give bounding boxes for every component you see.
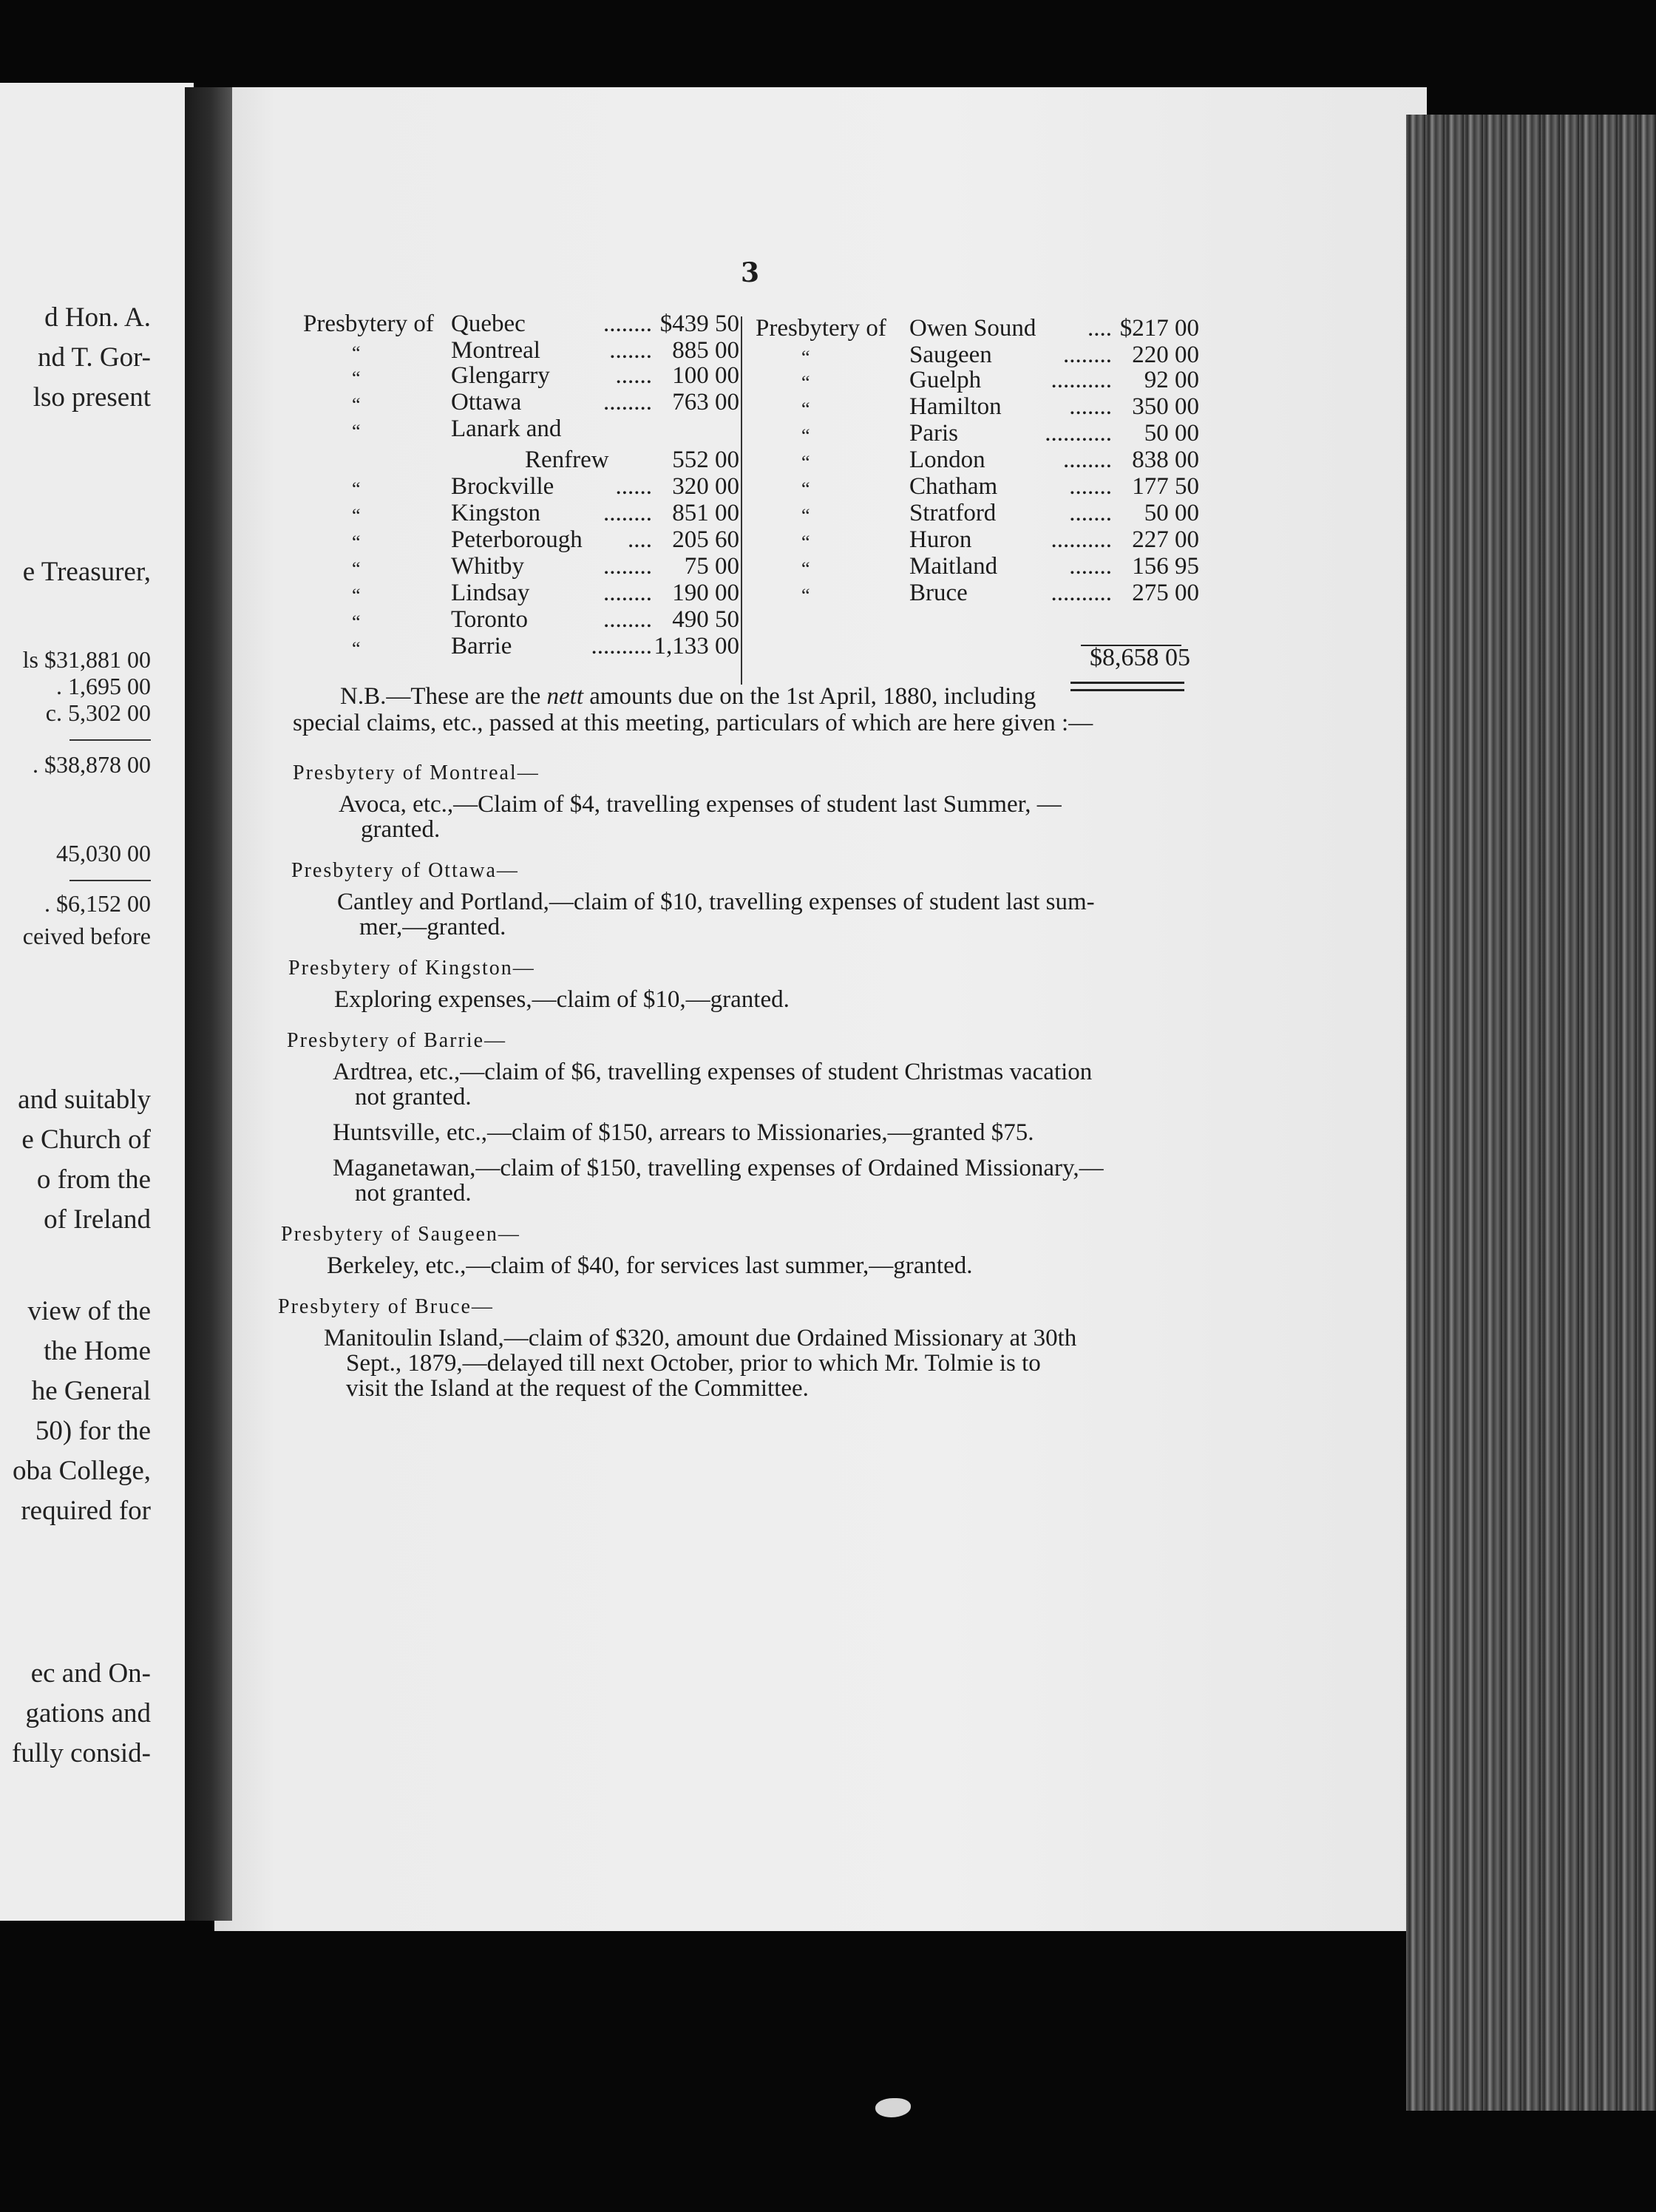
leader-dots: ...... xyxy=(615,473,652,500)
claim-item-continuation: mer,—granted. xyxy=(359,914,506,940)
leader-dots: .......... xyxy=(1051,526,1112,553)
presbytery-name: Kingston xyxy=(451,500,541,526)
amount: 350 00 xyxy=(1132,393,1199,420)
amount: 885 00 xyxy=(672,337,739,364)
presbytery-prefix: Presbytery of xyxy=(303,311,434,337)
presbytery-name: Bruce xyxy=(909,580,968,606)
amount: 50 00 xyxy=(1144,500,1199,526)
presbytery-name: London xyxy=(909,447,985,473)
leader-dots: ....... xyxy=(609,337,652,364)
table-row xyxy=(756,420,1199,449)
presbytery-name: Quebec xyxy=(451,311,526,337)
amount: $439 50 xyxy=(659,311,739,337)
ditto-mark: “ xyxy=(352,394,361,415)
page-number: 3 xyxy=(741,257,760,288)
presbytery-name: Montreal xyxy=(451,337,540,364)
ditto-mark: “ xyxy=(352,558,361,580)
leader-dots: .......... xyxy=(1051,367,1112,393)
claim-item: Manitoulin Island,—claim of $320, amount due Ordained Missionary at 30th xyxy=(324,1325,1077,1351)
leader-dots: ........ xyxy=(603,553,652,580)
table-row xyxy=(756,447,1199,476)
table-row xyxy=(303,447,739,476)
ditto-mark: “ xyxy=(801,372,810,393)
leader-dots: ...... xyxy=(615,362,652,389)
ditto-mark: “ xyxy=(352,342,361,364)
leader-dots: .... xyxy=(628,526,652,553)
presbytery-name: Owen Sound xyxy=(909,315,1036,342)
amount: 275 00 xyxy=(1132,580,1199,606)
ditto-mark: “ xyxy=(352,478,361,500)
table-row xyxy=(756,315,1199,345)
left-text-line: of Ireland xyxy=(44,1204,151,1235)
claim-item: Ardtrea, etc.,—claim of $6, travelling expenses of student Christmas vacation xyxy=(333,1059,1093,1085)
amount: 552 00 xyxy=(672,447,739,473)
ditto-mark: “ xyxy=(801,505,810,526)
table-row xyxy=(756,473,1199,503)
claim-item-continuation: Sept., 1879,—delayed till next October, prior to which Mr. Tolmie is to xyxy=(346,1350,1041,1377)
note-text: N.B.—These are the xyxy=(340,683,547,710)
leader-dots: ........ xyxy=(1063,447,1112,473)
leader-dots: ........ xyxy=(603,389,652,415)
left-text-line: 50) for the xyxy=(35,1416,151,1446)
presbytery-name: Guelph xyxy=(909,367,982,393)
note-line-2: special claims, etc., passed at this meeting, particulars of which are here given :— xyxy=(293,710,1093,736)
presbytery-name: Lindsay xyxy=(451,580,530,606)
leader-dots: ........... xyxy=(1045,420,1112,447)
left-text-line: d Hon. A. xyxy=(44,302,151,333)
amount: 92 00 xyxy=(1144,367,1199,393)
note-text: amounts due on the 1st April, 1880, including xyxy=(583,683,1036,710)
table-row xyxy=(303,362,739,392)
ditto-mark: “ xyxy=(801,425,810,447)
left-text-line: oba College, xyxy=(12,1456,151,1486)
left-text-line: ceived before xyxy=(22,923,151,949)
left-text-line: ec and On- xyxy=(30,1658,151,1689)
ditto-mark: “ xyxy=(801,478,810,500)
leader-dots: ....... xyxy=(1069,393,1112,420)
presbytery-name: Hamilton xyxy=(909,393,1002,420)
amount: 227 00 xyxy=(1132,526,1199,553)
ditto-mark: “ xyxy=(352,532,361,553)
leader-dots: .... xyxy=(1087,315,1112,342)
presbytery-name: Paris xyxy=(909,420,958,447)
claim-item: Berkeley, etc.,—claim of $40, for services last summer,—granted. xyxy=(327,1252,973,1279)
claim-item: Avoca, etc.,—Claim of $4, travelling expenses of student last Summer, — xyxy=(339,791,1062,818)
left-text-line: c. 5,302 00 xyxy=(45,699,151,726)
ditto-mark: “ xyxy=(801,347,810,368)
left-text-line: e Treasurer, xyxy=(22,557,151,587)
amount: 156 95 xyxy=(1132,553,1199,580)
leader-dots: .......... xyxy=(1051,580,1112,606)
claim-item-continuation: visit the Island at the request of the Committee. xyxy=(346,1375,809,1402)
ditto-mark: “ xyxy=(801,585,810,606)
left-rule xyxy=(69,739,151,741)
table-row xyxy=(756,500,1199,529)
amount: 75 00 xyxy=(684,553,739,580)
left-page xyxy=(0,83,194,1921)
claim-item-continuation: granted. xyxy=(361,816,441,843)
ditto-mark: “ xyxy=(352,611,361,633)
claim-heading: Presbytery of Bruce— xyxy=(278,1295,494,1318)
presbytery-name: Brockville xyxy=(451,473,554,500)
table-row xyxy=(303,633,739,662)
table-row xyxy=(756,526,1199,556)
leader-dots: ........ xyxy=(603,580,652,606)
left-text-line: the Home xyxy=(44,1336,151,1366)
bottom-mark xyxy=(875,2098,911,2117)
amount: 763 00 xyxy=(672,389,739,415)
presbytery-name: Chatham xyxy=(909,473,998,500)
presbytery-name: Whitby xyxy=(451,553,524,580)
amount: 50 00 xyxy=(1144,420,1199,447)
claim-item: Maganetawan,—claim of $150, travelling expenses of Ordained Missionary,— xyxy=(333,1155,1104,1181)
total-double-rule xyxy=(1070,682,1184,684)
left-text-line: gations and xyxy=(25,1698,151,1728)
leader-dots: ....... xyxy=(1069,500,1112,526)
ditto-mark: “ xyxy=(352,421,361,442)
amount: 205 60 xyxy=(672,526,739,553)
left-text-line: he General xyxy=(31,1376,151,1406)
leader-dots: ........ xyxy=(1063,342,1112,368)
leader-dots: ....... xyxy=(1069,473,1112,500)
left-text-line: . $6,152 00 xyxy=(44,890,151,917)
claim-item-continuation: not granted. xyxy=(355,1084,472,1110)
table-row xyxy=(756,580,1199,609)
left-text-line: o from the xyxy=(36,1164,151,1195)
book-gutter xyxy=(185,87,232,1921)
left-text-line: 45,030 00 xyxy=(56,840,151,866)
presbytery-name: Peterborough xyxy=(451,526,583,553)
amount: 220 00 xyxy=(1132,342,1199,368)
left-text-line: and suitably xyxy=(18,1085,151,1115)
table-row xyxy=(303,311,739,340)
presbytery-name: Barrie xyxy=(451,633,512,659)
table-row xyxy=(303,580,739,609)
claim-heading: Presbytery of Montreal— xyxy=(293,761,540,784)
claim-heading: Presbytery of Barrie— xyxy=(287,1029,507,1052)
note-emphasis: nett xyxy=(546,683,583,710)
ditto-mark: “ xyxy=(352,585,361,606)
amount: 177 50 xyxy=(1132,473,1199,500)
leader-dots: .......... xyxy=(591,633,652,659)
left-text-line: required for xyxy=(21,1496,151,1526)
table-row xyxy=(303,473,739,503)
presbytery-name: Lanark and xyxy=(451,415,562,442)
amount: 100 00 xyxy=(672,362,739,389)
leader-dots: ....... xyxy=(1069,553,1112,580)
leader-dots: ........ xyxy=(603,500,652,526)
table-row xyxy=(756,393,1199,423)
left-text-line: lso present xyxy=(33,382,151,413)
table-row xyxy=(303,526,739,556)
leader-dots: ........ xyxy=(603,606,652,633)
table-column-divider xyxy=(741,316,742,685)
table-row xyxy=(756,553,1199,583)
left-text-line: . $38,878 00 xyxy=(33,751,151,778)
claim-item: Huntsville, etc.,—claim of $150, arrears to Missionaries,—granted $75. xyxy=(333,1119,1034,1146)
amount: $217 00 xyxy=(1119,315,1199,342)
presbytery-name: Renfrew xyxy=(525,447,609,473)
amount: 1,133 00 xyxy=(654,633,739,659)
amount: 838 00 xyxy=(1132,447,1199,473)
table-row xyxy=(756,367,1199,396)
ditto-mark: “ xyxy=(801,452,810,473)
presbytery-name: Saugeen xyxy=(909,342,992,368)
left-text-line: fully consid- xyxy=(11,1738,151,1768)
presbytery-name: Toronto xyxy=(451,606,529,633)
claim-item-continuation: not granted. xyxy=(355,1180,472,1207)
table-row xyxy=(303,553,739,583)
left-rule xyxy=(69,880,151,881)
ditto-mark: “ xyxy=(801,558,810,580)
amount: 320 00 xyxy=(672,473,739,500)
ditto-mark: “ xyxy=(352,367,361,389)
ditto-mark: “ xyxy=(352,505,361,526)
presbytery-name: Maitland xyxy=(909,553,998,580)
table-row xyxy=(303,500,739,529)
ditto-mark: “ xyxy=(801,398,810,420)
left-text-line: . 1,695 00 xyxy=(56,673,151,699)
left-text-line: ls $31,881 00 xyxy=(22,646,151,673)
amount: 490 50 xyxy=(672,606,739,633)
note-line-1 xyxy=(340,683,1036,710)
claim-heading: Presbytery of Ottawa— xyxy=(291,859,519,882)
grand-total: $8,658 05 xyxy=(1090,644,1190,671)
ditto-mark: “ xyxy=(352,638,361,659)
presbytery-prefix: Presbytery of xyxy=(756,315,886,342)
presbytery-name: Glengarry xyxy=(451,362,550,389)
amount: 190 00 xyxy=(672,580,739,606)
table-row xyxy=(303,389,739,418)
table-row xyxy=(303,606,739,636)
amount: 851 00 xyxy=(672,500,739,526)
claim-heading: Presbytery of Kingston— xyxy=(288,957,535,980)
presbytery-name: Stratford xyxy=(909,500,997,526)
ditto-mark: “ xyxy=(801,532,810,553)
presbytery-name: Huron xyxy=(909,526,972,553)
book-page-edges xyxy=(1406,115,1656,2111)
total-double-rule xyxy=(1070,689,1184,691)
left-text-line: e Church of xyxy=(21,1124,151,1155)
claim-item: Cantley and Portland,—claim of $10, travelling expenses of student last sum- xyxy=(337,889,1095,915)
left-text-line: view of the xyxy=(27,1296,151,1326)
presbytery-name: Ottawa xyxy=(451,389,522,415)
leader-dots: ........ xyxy=(603,311,652,337)
left-text-line: nd T. Gor- xyxy=(37,342,151,373)
claim-heading: Presbytery of Saugeen— xyxy=(281,1223,520,1246)
claim-item: Exploring expenses,—claim of $10,—granted. xyxy=(334,986,790,1013)
table-row xyxy=(303,415,739,445)
